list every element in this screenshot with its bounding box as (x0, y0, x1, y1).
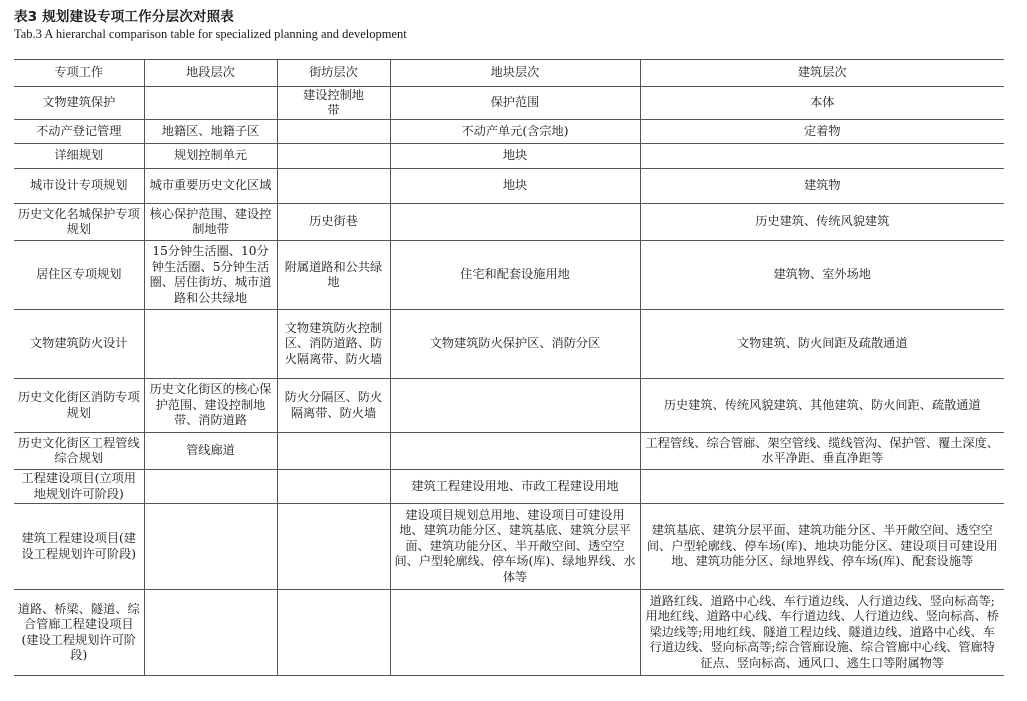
table-cell: 文物建筑防火保护区、消防分区 (390, 310, 640, 379)
table-cell (144, 590, 277, 676)
table-cell: 本体 (640, 87, 1004, 120)
comparison-table (14, 59, 1004, 676)
table-row (14, 310, 1004, 379)
table-cell: 15分钟生活圈、10分钟生活圈、5分钟生活圈、居住街坊、城市道路和公共绿地 (144, 241, 277, 310)
table-cell: 建筑基底、建筑分层平面、建筑功能分区、半开敞空间、透空空间、户型轮廓线、停车场(库)、地块功能分区、建设项目可建设用地、建筑功能分区、绿地界线、停车场(库)、配套设施等 (640, 504, 1004, 590)
table-cell (277, 169, 390, 204)
table-cell (144, 470, 277, 504)
table-row (14, 470, 1004, 504)
header-cell-building: 建筑层次 (640, 60, 1004, 87)
table-cell: 防火分隔区、防火隔离带、防火墙 (277, 379, 390, 433)
table-cell: 不动产登记管理 (14, 120, 144, 144)
table-cell (277, 504, 390, 590)
table-cell: 保护范围 (390, 87, 640, 120)
table-cell (390, 204, 640, 241)
table-cell: 文物建筑防火控制区、消防道路、防火隔离带、防火墙 (277, 310, 390, 379)
table-cell: 文物建筑保护 (14, 87, 144, 120)
table-cell: 建设项目规划总用地、建设项目可建设用地、建筑功能分区、建筑基底、建筑分层平面、建筑功能分区、半开敞空间、透空空间、户型轮廓线、停车场(库)、绿地界线、水体等 (390, 504, 640, 590)
table-cell (390, 590, 640, 676)
table-cell: 历史文化名城保护专项规划 (14, 204, 144, 241)
table-row (14, 169, 1004, 204)
table-cell: 地块 (390, 144, 640, 169)
table-row (14, 87, 1004, 120)
table-cell: 建设控制地带 (277, 87, 390, 120)
table-cell: 城市设计专项规划 (14, 169, 144, 204)
header-cell-block: 街坊层次 (277, 60, 390, 87)
table-cell: 地籍区、地籍子区 (144, 120, 277, 144)
table-cell: 城市重要历史文化区域 (144, 169, 277, 204)
table-cell: 地块 (390, 169, 640, 204)
table-row (14, 120, 1004, 144)
table-title: 表3 规划建设专项工作分层次对照表 (14, 9, 234, 25)
table-cell (277, 433, 390, 470)
table-cell (277, 120, 390, 144)
table-cell: 历史文化街区的核心保护范围、建设控制地带、消防道路 (144, 379, 277, 433)
table-cell: 不动产单元(含宗地) (390, 120, 640, 144)
table-cell: 历史街巷 (277, 204, 390, 241)
table-row (14, 241, 1004, 310)
header-cell-plot: 地块层次 (390, 60, 640, 87)
table-cell (390, 379, 640, 433)
table-cell (277, 590, 390, 676)
table-cell: 历史建筑、传统风貌建筑 (640, 204, 1004, 241)
table-cell: 建筑物 (640, 169, 1004, 204)
table-cell (144, 310, 277, 379)
table-cell (144, 87, 277, 120)
table-cell: 工程建设项目(立项用地规划许可阶段) (14, 470, 144, 504)
table-cell: 附属道路和公共绿地 (277, 241, 390, 310)
table-row (14, 144, 1004, 169)
table-cell: 管线廊道 (144, 433, 277, 470)
table-cell: 建筑工程建设用地、市政工程建设用地 (390, 470, 640, 504)
table-cell: 文物建筑、防火间距及疏散通道 (640, 310, 1004, 379)
table-cell: 历史建筑、传统风貌建筑、其他建筑、防火间距、疏散通道 (640, 379, 1004, 433)
table-cell (277, 144, 390, 169)
table-row (14, 504, 1004, 590)
table-cell: 详细规划 (14, 144, 144, 169)
table-cell: 建筑物、室外场地 (640, 241, 1004, 310)
table-cell (640, 470, 1004, 504)
table-cell: 核心保护范围、建设控制地带 (144, 204, 277, 241)
table-cell: 工程管线、综合管廊、架空管线、缆线管沟、保护管、覆土深度、水平净距、垂直净距等 (640, 433, 1004, 470)
table-row (14, 379, 1004, 433)
table-cell: 建筑工程建设项目(建设工程规划许可阶段) (14, 504, 144, 590)
table-subtitle: Tab.3 A hierarchal comparison table for specialized planning and development (14, 27, 407, 41)
table-cell: 道路红线、道路中心线、车行道边线、人行道边线、竖向标高等;用地红线、道路中心线、车行道边线、人行道边线、竖向标高、桥梁边线等;用地红线、隧道工程边线、隧道边线、道路中心线、车行道边线、竖向标高等;综合管廊设施、综合管廊中心线、管廊特征点、竖向标高、通风口、逃生口等附属物等 (640, 590, 1004, 676)
table-cell: 文物建筑防火设计 (14, 310, 144, 379)
header-row (14, 60, 1004, 87)
header-cell-task: 专项工作 (14, 60, 144, 87)
table-cell (640, 144, 1004, 169)
table-cell: 历史文化街区工程管线综合规划 (14, 433, 144, 470)
table-cell: 历史文化街区消防专项规划 (14, 379, 144, 433)
table-cell: 住宅和配套设施用地 (390, 241, 640, 310)
table-cell (144, 504, 277, 590)
table-cell: 规划控制单元 (144, 144, 277, 169)
table-cell: 定着物 (640, 120, 1004, 144)
table-cell (390, 433, 640, 470)
header-cell-district: 地段层次 (144, 60, 277, 87)
table-cell: 道路、桥梁、隧道、综合管廊工程建设项目(建设工程规划许可阶段) (14, 590, 144, 676)
table-row (14, 590, 1004, 676)
table-cell: 居住区专项规划 (14, 241, 144, 310)
table-cell (277, 470, 390, 504)
table-row (14, 433, 1004, 470)
table-row (14, 204, 1004, 241)
